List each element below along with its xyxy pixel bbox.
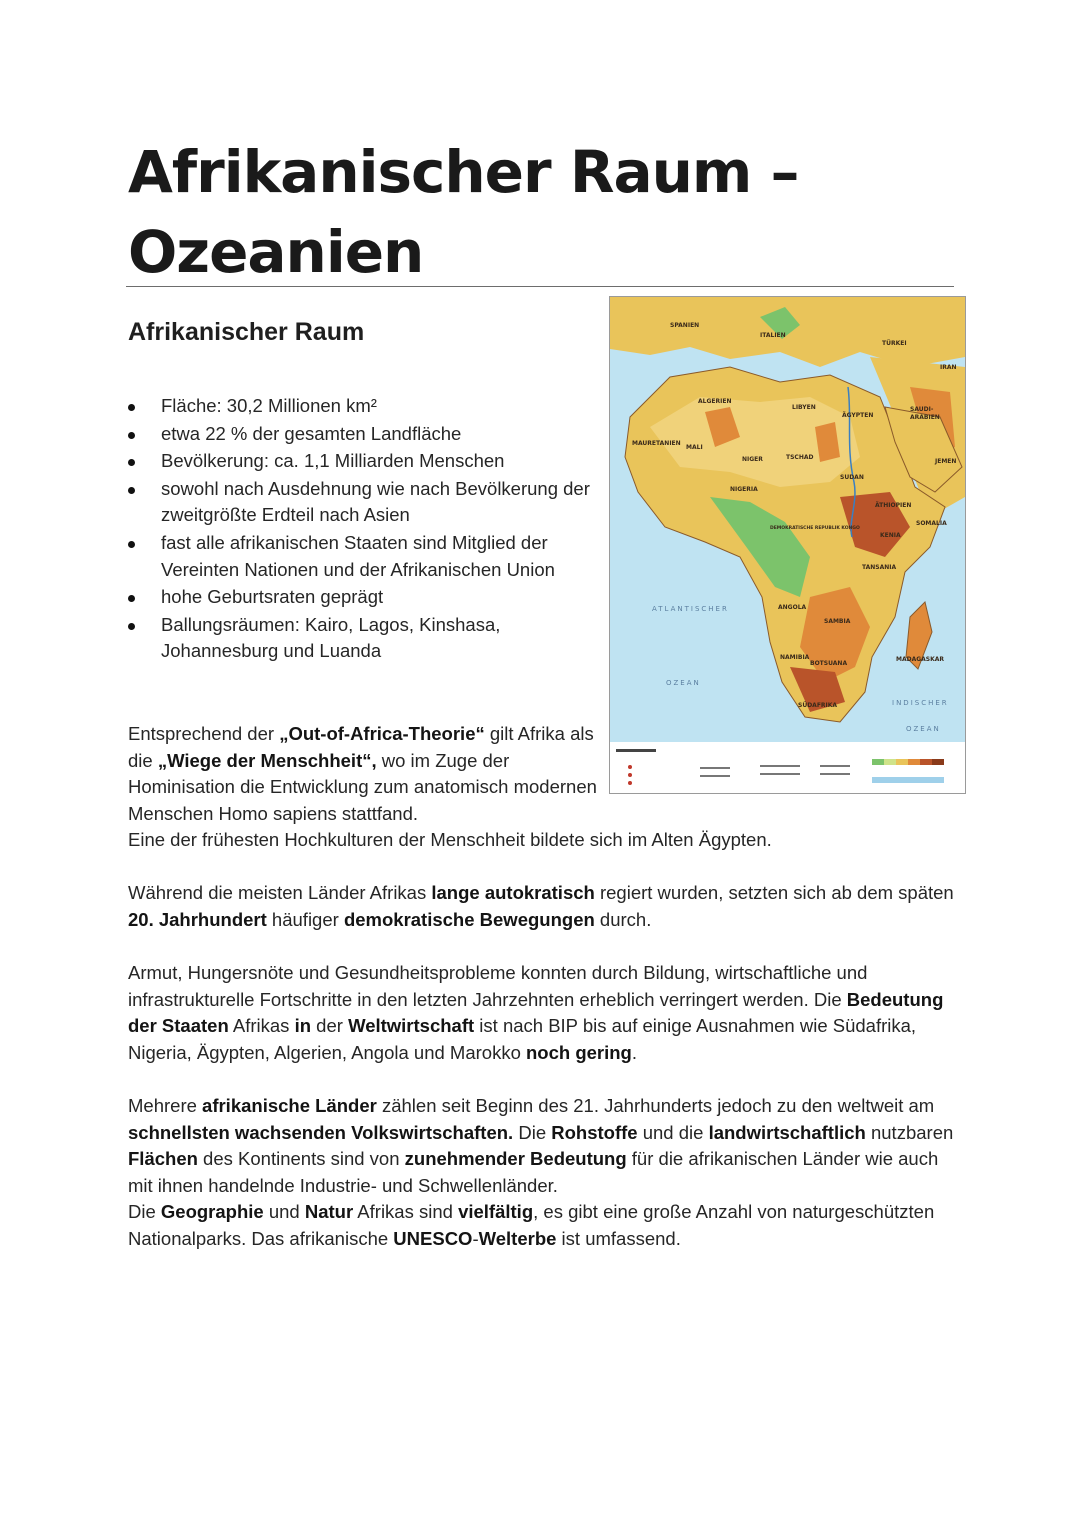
text-span: gilt Afrika als die xyxy=(128,723,594,771)
section-heading: Afrikanischer Raum xyxy=(128,318,365,346)
africa-map-svg xyxy=(610,297,965,793)
text-span: wo im Zuge der Hominisation die Entwicklung zum anatomisch modernen Menschen Homo sapiens stattfand. xyxy=(128,749,597,824)
list-item xyxy=(128,476,608,529)
fact-text: etwa 22 % der gesamten Landfläche xyxy=(161,422,462,444)
text-span: ist nach BIP bis auf einige Ausnahmen wie Südafrika, Nigeria, Ägypten, Algerien, Angola und Marokko xyxy=(128,1015,917,1063)
text-span: Armut, Hungersnöte und Gesundheitsprobleme konnten durch Bildung, wirtschaftliche und infrastrukturelle Fortschritte in den letzten Jahrzehnten erheblich verringert werden. Die xyxy=(128,962,868,1010)
bold-span: schnellsten wachsenden Volkswirtschaften. xyxy=(128,1121,514,1143)
bold-span: „Out-of-Africa-Theorie“ xyxy=(279,723,485,744)
text-span: Afrikas sind xyxy=(353,1201,459,1222)
map-label: ANGOLA xyxy=(778,604,807,611)
map-label: SOMALIA xyxy=(916,520,947,527)
map-label: IRAN xyxy=(940,364,957,371)
bold-span: noch gering xyxy=(526,1041,632,1063)
text-span: für die afrikanischen Länder wie auch mit ihnen handelnde Industrie- und Schwellenländer. xyxy=(128,1148,939,1196)
paragraph-natur xyxy=(128,1199,958,1252)
map-label: NIGER xyxy=(742,456,763,463)
page-title-line-1: Afrikanischer Raum – xyxy=(128,138,799,206)
page-title-line-2: Ozeanien xyxy=(128,218,424,286)
bold-span: Natur xyxy=(304,1201,354,1222)
list-item xyxy=(128,584,608,611)
bullet-icon xyxy=(128,459,135,466)
map-label: JEMEN xyxy=(935,458,957,465)
map-label: SUDAN xyxy=(840,474,864,481)
title-divider xyxy=(126,286,954,287)
map-label: INDISCHER xyxy=(892,699,949,707)
map-label: KENIA xyxy=(880,532,901,539)
text-span: durch. xyxy=(594,908,652,930)
text-span: zählen seit Beginn des 21. Jahrhunderts jedoch zu den weltweit am xyxy=(376,1095,935,1116)
text-span: ist umfassend. xyxy=(556,1227,681,1249)
fact-text: fast alle afrikanischen Staaten sind Mitglied der Vereinten Nationen und der Afrikanischen Union xyxy=(161,531,555,580)
page-title xyxy=(128,132,828,292)
map-label: TANSANIA xyxy=(862,564,897,571)
map-label: ÄGYPTEN xyxy=(842,412,874,419)
map-label: NIGERIA xyxy=(730,486,758,493)
text-span: Afrikas xyxy=(228,1015,295,1037)
paragraph-wachstum xyxy=(128,1093,958,1199)
text-span: , es gibt eine große Anzahl von naturgeschützten Nationalparks. Das afrikanische xyxy=(128,1201,935,1249)
bold-span: landwirtschaftlich xyxy=(708,1121,866,1143)
map-label: SPANIEN xyxy=(670,322,700,329)
africa-map-image xyxy=(609,296,966,794)
map-label: OZEAN xyxy=(666,679,701,687)
bullet-icon xyxy=(128,595,135,602)
bold-span: afrikanische Länder xyxy=(202,1095,377,1116)
map-label: TSCHAD xyxy=(786,454,814,461)
fact-text: Ballungsräumen: Kairo, Lagos, Kinshasa, Johannesburg und Luanda xyxy=(161,613,501,662)
map-label: MAURETANIEN xyxy=(632,440,681,447)
paragraph-aegypten: Eine der frühesten Hochkulturen der Menschheit bildete sich im Alten Ägypten. xyxy=(128,829,772,850)
text-span: Die xyxy=(513,1121,552,1143)
map-label: BOTSUANA xyxy=(810,660,848,667)
bold-span: 20. Jahrhundert xyxy=(128,908,267,930)
list-item xyxy=(128,421,608,448)
bold-span: „Wiege der Menschheit“, xyxy=(157,749,377,771)
bold-span: Geographie xyxy=(160,1201,264,1222)
map-label: LIBYEN xyxy=(792,404,816,411)
bold-span: lange autokratisch xyxy=(431,882,595,903)
list-item xyxy=(128,530,608,583)
bullet-icon xyxy=(128,404,135,411)
map-label: MALI xyxy=(686,444,703,451)
text-span: Während die meisten Länder Afrikas xyxy=(128,882,432,903)
map-label: SAMBIA xyxy=(824,618,851,625)
bold-span: Welterbe xyxy=(478,1227,557,1249)
fact-text: Fläche: 30,2 Millionen km² xyxy=(161,395,377,416)
map-label: SÜDAFRIKA xyxy=(798,702,838,709)
bullet-icon xyxy=(128,432,135,439)
fact-text: sowohl nach Ausdehnung wie nach Bevölkerung der zweitgrößte Erdteil nach Asien xyxy=(161,477,590,526)
map-label: ITALIEN xyxy=(760,332,786,339)
bold-span: zunehmender Bedeutung xyxy=(404,1148,627,1170)
paragraph-wirtschaft xyxy=(128,960,958,1066)
bold-span: Weltwirtschaft xyxy=(348,1015,475,1037)
map-label: DEMOKRATISCHE REPUBLIK KONGO xyxy=(770,526,860,531)
text-span: des Kontinents sind von xyxy=(197,1148,405,1170)
paragraph-out-of-africa xyxy=(128,721,598,827)
bullet-icon xyxy=(128,623,135,630)
text-span: und xyxy=(263,1201,305,1222)
fact-text: hohe Geburtsraten geprägt xyxy=(161,586,384,608)
text-span: und die xyxy=(637,1121,709,1143)
bold-span: vielfältig xyxy=(458,1201,534,1222)
map-label: NAMIBIA xyxy=(780,654,810,661)
map-label: OZEAN xyxy=(906,725,941,733)
fact-text: Bevölkerung: ca. 1,1 Milliarden Menschen xyxy=(161,450,505,472)
map-label: TÜRKEI xyxy=(882,340,907,347)
text-span: Mehrere xyxy=(128,1095,203,1116)
map-label: ATLANTISCHER xyxy=(652,605,729,613)
facts-list xyxy=(128,393,608,666)
bullet-icon xyxy=(128,487,135,494)
bold-span: demokratische Bewegungen xyxy=(343,908,595,930)
list-item xyxy=(128,393,608,420)
map-label: ÄTHIOPIEN xyxy=(875,502,912,509)
bullet-icon xyxy=(128,541,135,548)
text-span: . xyxy=(631,1041,638,1063)
map-label: ALGERIEN xyxy=(698,398,732,405)
text-span: regiert wurden, setzten sich ab dem späten xyxy=(594,882,954,903)
bold-span: Rohstoffe xyxy=(551,1121,638,1143)
bold-span: UNESCO xyxy=(393,1227,473,1249)
list-item xyxy=(128,448,608,475)
map-label: ARABIEN xyxy=(910,414,940,421)
text-span: Die xyxy=(128,1201,161,1222)
list-item xyxy=(128,612,608,665)
bold-span: in xyxy=(294,1015,312,1037)
text-span: - xyxy=(472,1227,479,1249)
map-label: SAUDI- xyxy=(910,406,934,413)
bold-span: Flächen xyxy=(128,1148,198,1170)
text-span: Entsprechend der xyxy=(128,723,280,744)
text-span: der xyxy=(311,1015,349,1037)
text-span: nutzbaren xyxy=(865,1121,954,1143)
text-span: häufiger xyxy=(266,908,344,930)
map-label: MADAGASKAR xyxy=(896,656,945,663)
bold-span: Bedeutung der Staaten xyxy=(128,988,944,1037)
paragraph-politik xyxy=(128,880,958,933)
